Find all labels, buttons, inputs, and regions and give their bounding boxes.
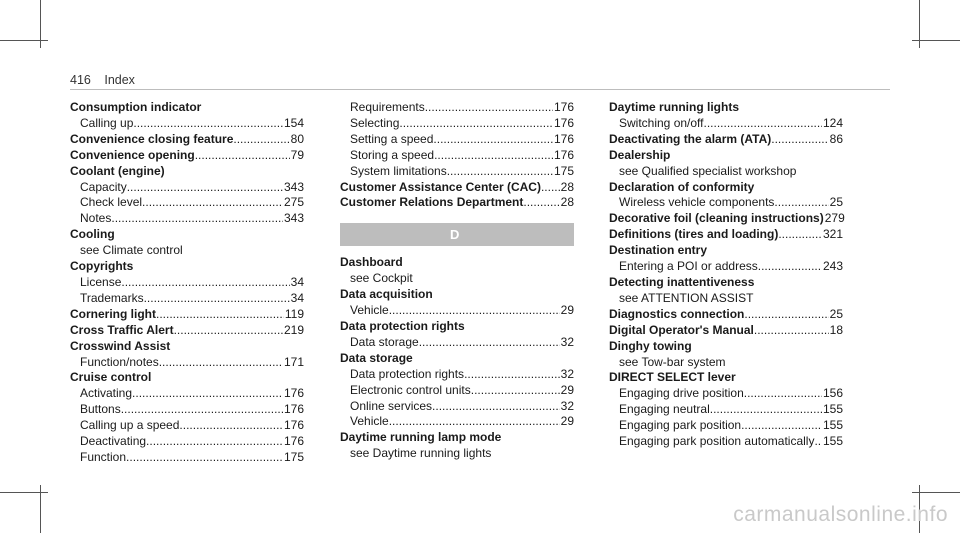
dot-leader <box>142 195 283 211</box>
index-heading <box>70 339 304 355</box>
entry-text: see Tow-bar system <box>619 354 726 369</box>
page-reference[interactable]: 176 <box>283 402 304 417</box>
dot-leader <box>146 434 283 450</box>
page-reference[interactable]: 219 <box>283 322 304 337</box>
page-reference[interactable]: 29 <box>560 382 574 397</box>
index-subentry[interactable] <box>609 116 843 132</box>
page-reference[interactable]: 176 <box>283 434 304 449</box>
index-subentry <box>340 271 574 287</box>
dot-leader <box>132 386 283 402</box>
page-reference[interactable]: 176 <box>283 386 304 401</box>
dot-leader <box>389 414 560 430</box>
page-reference[interactable]: 29 <box>560 414 574 429</box>
index-column-2 <box>340 100 574 462</box>
page-reference[interactable]: 175 <box>283 449 304 464</box>
entry-text: Daytime running lamp mode <box>340 430 502 445</box>
index-subentry[interactable] <box>340 303 574 319</box>
entry-text: Data protection rights <box>350 366 465 381</box>
page-reference[interactable]: 154 <box>283 115 304 130</box>
entry-text: Wireless vehicle components <box>619 195 775 210</box>
page-reference[interactable]: 176 <box>553 147 574 162</box>
dot-leader <box>174 323 283 339</box>
index-subentry[interactable] <box>70 434 304 450</box>
dot-leader <box>389 303 560 319</box>
header-divider <box>70 89 890 90</box>
entry-text: Dashboard <box>340 255 403 270</box>
entry-text: see Daytime running lights <box>350 446 492 461</box>
dot-leader <box>774 195 828 211</box>
page-number: 416 <box>70 73 91 87</box>
watermark: carmanualsonline.info <box>733 503 948 526</box>
entry-text: Customer Relations Department <box>340 195 524 210</box>
dot-leader <box>754 323 829 339</box>
page-reference[interactable]: 34 <box>290 274 304 289</box>
page-reference[interactable]: 18 <box>829 322 843 337</box>
entry-text: Engaging park position <box>619 418 742 433</box>
entry-text: Entering a POI or address <box>619 259 758 274</box>
entry-text: Coolant (engine) <box>70 163 165 178</box>
entry-text: Calling up a speed <box>80 418 180 433</box>
index-subentry <box>609 164 843 180</box>
dot-leader <box>704 116 822 132</box>
index-heading <box>70 100 304 116</box>
index-subentry[interactable] <box>340 367 574 383</box>
entry-text: System limitations <box>350 163 447 178</box>
index-heading <box>609 180 843 196</box>
entry-text: Deactivating the alarm (ATA) <box>609 131 772 146</box>
index-column-3 <box>609 100 843 450</box>
entry-text: Consumption indicator <box>70 100 202 114</box>
index-heading <box>70 370 304 386</box>
dot-leader <box>179 418 283 434</box>
dot-leader <box>741 418 822 434</box>
dot-leader <box>233 132 289 148</box>
index-subentry[interactable] <box>70 195 304 211</box>
index-subentry[interactable] <box>70 355 304 371</box>
dot-leader <box>471 383 560 399</box>
page-reference[interactable]: 86 <box>829 131 843 146</box>
index-subentry[interactable] <box>340 335 574 351</box>
index-heading <box>609 275 843 291</box>
page-reference[interactable]: 343 <box>283 179 304 194</box>
entry-text: Engaging park position automatically <box>619 434 815 449</box>
crop-mark <box>912 492 960 493</box>
entry-text: Crosswind Assist <box>70 338 171 353</box>
entry-text: Copyrights <box>70 259 134 274</box>
entry-text: Engaging drive position <box>619 386 744 401</box>
entry-text: see ATTENTION ASSIST <box>619 290 754 305</box>
index-heading <box>340 255 574 271</box>
dot-leader <box>434 148 553 164</box>
index-column-1 <box>70 100 304 466</box>
entry-text: Cooling <box>70 227 115 242</box>
entry-text: Detecting inattentiveness <box>609 274 755 289</box>
dot-leader <box>771 132 828 148</box>
entry-text: Check level <box>80 195 143 210</box>
dot-leader <box>778 227 822 243</box>
index-heading <box>70 164 304 180</box>
index-subentry[interactable] <box>340 164 574 180</box>
index-subentry[interactable] <box>70 211 304 227</box>
index-subentry[interactable] <box>340 100 574 116</box>
index-heading <box>609 148 843 164</box>
index-heading[interactable] <box>70 132 304 148</box>
index-subentry[interactable] <box>340 414 574 430</box>
dot-leader <box>814 434 822 450</box>
entry-text: Electronic control units <box>350 382 471 397</box>
page-reference[interactable]: 32 <box>560 398 574 413</box>
page-reference[interactable]: 25 <box>829 195 843 210</box>
entry-text: Customer Assistance Center (CAC) <box>340 179 541 194</box>
index-subentry[interactable] <box>609 195 843 211</box>
entry-text: Cruise control <box>70 370 152 385</box>
page-reference[interactable]: 175 <box>553 163 574 178</box>
index-heading <box>70 259 304 275</box>
page-reference[interactable]: 176 <box>553 100 574 114</box>
entry-text: Data acquisition <box>340 287 433 302</box>
entry-text: Notes <box>80 211 112 226</box>
index-subentry[interactable] <box>70 450 304 466</box>
dot-leader <box>156 307 284 323</box>
index-subentry[interactable] <box>70 275 304 291</box>
index-heading <box>609 370 843 386</box>
section-letter: D <box>340 223 574 246</box>
index-heading <box>340 287 574 303</box>
index-heading[interactable] <box>340 195 574 211</box>
index-heading[interactable] <box>70 148 304 164</box>
dot-leader <box>433 132 553 148</box>
dot-leader <box>744 386 822 402</box>
page-reference[interactable]: 176 <box>283 418 304 433</box>
entry-text: Calling up <box>80 115 134 130</box>
index-heading[interactable] <box>609 211 843 227</box>
page-reference[interactable]: 32 <box>560 366 574 381</box>
entry-text: DIRECT SELECT lever <box>609 370 736 385</box>
index-subentry[interactable] <box>340 132 574 148</box>
crop-mark <box>912 40 960 41</box>
dot-leader <box>425 100 553 116</box>
entry-text: Decorative foil (cleaning instructions) <box>609 211 824 226</box>
page-header <box>70 73 135 87</box>
entry-text: Declaration of conformity <box>609 179 755 194</box>
index-heading <box>609 100 843 116</box>
entry-text: License <box>80 274 122 289</box>
entry-text: see Cockpit <box>350 271 413 286</box>
dot-leader <box>523 195 559 211</box>
index-subentry[interactable] <box>340 399 574 415</box>
entry-text: Diagnostics connection <box>609 306 745 321</box>
page-reference[interactable]: 155 <box>822 402 843 417</box>
dot-leader <box>744 307 828 323</box>
entry-text: Vehicle <box>350 414 389 429</box>
entry-text: Storing a speed <box>350 147 435 162</box>
index-subentry[interactable] <box>609 402 843 418</box>
index-heading <box>70 227 304 243</box>
dot-leader <box>710 402 822 418</box>
index-subentry[interactable] <box>340 148 574 164</box>
dot-leader <box>399 116 553 132</box>
entry-text: Data protection rights <box>340 318 465 333</box>
entry-text: Cornering light <box>70 306 156 321</box>
index-subentry[interactable] <box>70 386 304 402</box>
index-subentry[interactable] <box>340 116 574 132</box>
page-reference[interactable]: 155 <box>822 418 843 433</box>
entry-text: Requirements <box>350 100 425 114</box>
index-subentry <box>340 446 574 462</box>
index-heading <box>609 339 843 355</box>
page-reference[interactable]: 28 <box>560 195 574 210</box>
page-reference[interactable]: 176 <box>553 131 574 146</box>
index-heading[interactable] <box>609 227 843 243</box>
index-heading <box>340 351 574 367</box>
index-subentry <box>609 355 843 371</box>
index-subentry[interactable] <box>340 383 574 399</box>
index-heading[interactable] <box>609 307 843 323</box>
entry-text: Online services <box>350 398 433 413</box>
dot-leader <box>447 164 553 180</box>
entry-text: Digital Operator's Manual <box>609 322 754 337</box>
entry-text: Trademarks <box>80 290 144 305</box>
page-reference[interactable]: 243 <box>822 259 843 274</box>
entry-text: Definitions (tires and loading) <box>609 227 779 242</box>
crop-mark <box>0 40 48 41</box>
entry-text: Capacity <box>80 179 127 194</box>
dot-leader <box>195 148 290 164</box>
entry-text: Switching on/off <box>619 115 704 130</box>
index-heading[interactable] <box>340 180 574 196</box>
page-reference[interactable]: 25 <box>829 306 843 321</box>
entry-text: Buttons <box>80 402 121 417</box>
entry-text: see Climate control <box>80 243 183 258</box>
index-subentry[interactable] <box>70 180 304 196</box>
entry-text: Convenience closing feature <box>70 131 234 146</box>
entry-text: Selecting <box>350 115 400 130</box>
index-heading <box>340 319 574 335</box>
index-heading[interactable] <box>609 323 843 339</box>
entry-text: Dinghy towing <box>609 338 692 353</box>
dot-leader <box>127 180 283 196</box>
entry-text: Setting a speed <box>350 131 434 146</box>
index-heading <box>609 243 843 259</box>
index-heading[interactable] <box>609 132 843 148</box>
dot-leader <box>464 367 560 383</box>
crop-mark <box>0 492 48 493</box>
dot-leader <box>541 180 560 196</box>
entry-text: Data storage <box>350 334 419 349</box>
dot-leader <box>121 402 283 418</box>
index-heading <box>340 430 574 446</box>
dot-leader <box>159 355 283 371</box>
index-subentry[interactable] <box>70 402 304 418</box>
dot-leader <box>144 291 290 307</box>
page-reference[interactable]: 321 <box>822 227 843 242</box>
index-subentry[interactable] <box>609 434 843 450</box>
dot-leader <box>432 399 560 415</box>
index-subentry[interactable] <box>70 291 304 307</box>
entry-text: Cross Traffic Alert <box>70 322 174 337</box>
entry-text: Data storage <box>340 350 413 365</box>
dot-leader <box>133 116 283 132</box>
page-reference[interactable]: 79 <box>290 147 304 162</box>
page-reference[interactable]: 80 <box>290 131 304 146</box>
entry-text: see Qualified specialist workshop <box>619 163 797 178</box>
page-reference[interactable]: 119 <box>284 306 304 321</box>
page-reference[interactable]: 32 <box>560 334 574 349</box>
page-reference[interactable]: 155 <box>822 434 843 449</box>
page-reference[interactable]: 343 <box>283 211 304 226</box>
entry-text: Vehicle <box>350 303 389 318</box>
entry-text: Activating <box>80 386 133 401</box>
entry-text: Destination entry <box>609 243 708 258</box>
dot-leader <box>121 275 289 291</box>
page-reference[interactable]: 124 <box>822 115 843 130</box>
index-subentry[interactable] <box>609 418 843 434</box>
entry-text: Function <box>80 449 127 464</box>
entry-text: Dealership <box>609 147 671 162</box>
index-subentry <box>70 243 304 259</box>
section-title: Index <box>104 73 135 87</box>
page-reference[interactable]: 279 <box>824 211 845 226</box>
index-subentry[interactable] <box>70 418 304 434</box>
index-subentry[interactable] <box>609 386 843 402</box>
page-reference[interactable]: 156 <box>822 386 843 401</box>
dot-leader <box>126 450 283 466</box>
page-reference[interactable]: 171 <box>283 354 304 369</box>
entry-text: Deactivating <box>80 434 147 449</box>
entry-text: Convenience opening <box>70 147 195 162</box>
index-subentry <box>609 291 843 307</box>
page-reference[interactable]: 176 <box>553 115 574 130</box>
page-reference[interactable]: 34 <box>290 290 304 305</box>
dot-leader <box>419 335 560 351</box>
index-heading[interactable] <box>70 323 304 339</box>
entry-text: Function/notes <box>80 354 159 369</box>
page-reference[interactable]: 29 <box>560 303 574 318</box>
entry-text: Engaging neutral <box>619 402 710 417</box>
page-reference[interactable]: 275 <box>283 195 304 210</box>
index-heading[interactable] <box>70 307 304 323</box>
entry-text: Daytime running lights <box>609 100 740 114</box>
page-reference[interactable]: 28 <box>560 179 574 194</box>
index-subentry[interactable] <box>609 259 843 275</box>
dot-leader <box>758 259 822 275</box>
index-subentry[interactable] <box>70 116 304 132</box>
dot-leader <box>111 211 283 227</box>
